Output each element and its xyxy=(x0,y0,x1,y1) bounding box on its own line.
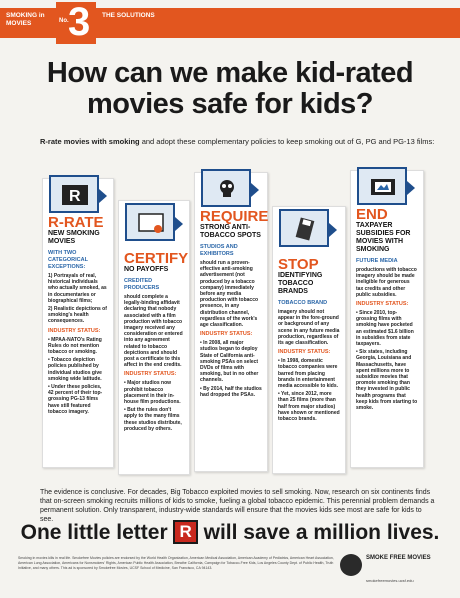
tagline-pre: One little letter xyxy=(20,521,168,544)
status-text: • In 2008, all major studios began to deploy State of California anti-smoking PSAs on select DVDs of films with smoking, but in no other channels. xyxy=(200,340,259,384)
issue-no-label: No. xyxy=(59,18,69,24)
industry-status-label: INDUSTRY STATUS: xyxy=(48,327,101,334)
svg-text:R: R xyxy=(69,188,81,205)
card-text: should run a proven-effective anti-smoking advertisement (not produced by a tobacco company) immediately before any media production with tobacco presence, in any distribution channel, regardless of the work's age classification. xyxy=(200,260,259,329)
card-heading: STOP xyxy=(278,256,319,273)
page-title xyxy=(0,58,460,120)
card-subheading: TAXPAYER SUBSIDIES FOR MOVIES WITH SMOKING xyxy=(356,222,411,253)
fine-print: Smoking in movies kills in real life. Smokefree Movies policies are endorsed by the World Health Organization, American Medical Association, American Academy of Pediatrics, American Heart Association, American Lung Association, Americans for Nonsmokers' Rights, American Public Health Association, Breathe California, Campaign for Tobacco-Free Kids, Los Angeles County Dept. of Public Health, Truth Initiative, and many others. This ad is sponsored by Smokefree Movies, UCSF School of Medicine, San Francisco, CA 94143. xyxy=(18,556,334,570)
industry-status-label: INDUSTRY STATUS: xyxy=(200,331,253,338)
title-line-1: How can we make kid-rated xyxy=(46,57,414,89)
card-heading: REQUIRE xyxy=(200,208,269,225)
header-banner xyxy=(0,0,460,46)
card-subheading: IDENTIFYING TOBACCO BRANDS xyxy=(278,272,323,295)
intro-text xyxy=(40,137,440,146)
card-subheading: NEW SMOKING MOVIES xyxy=(48,230,100,245)
card-label: FUTURE MEDIA xyxy=(356,258,398,264)
status-text: • Tobacco depiction policies published by individual studios give smoking wide latitude. xyxy=(48,357,102,382)
intro-rest: and adopt these complementary policies to keep smoking out of G, PG and PG-13 films: xyxy=(139,137,435,146)
card-label: TOBACCO BRAND xyxy=(278,300,328,306)
film-icon xyxy=(357,167,407,205)
card-text: 1) Portrayals of real, historical individuals who actually smoked, as in documentaries or biographical films; xyxy=(48,273,107,304)
card-label: CREDITED PRODUCERS xyxy=(124,278,160,291)
r-rating-badge: R xyxy=(173,520,197,544)
card-label: WITH TWO CATEGORICAL EXCEPTIONS: xyxy=(48,250,88,270)
card-text: should complete a legally-binding affidavit declaring that nobody associated with a film production with tobacco imagery received any consideration or entered into any agreement related to tobacco depictions and should post a certificate to this affect in the end credits. xyxy=(124,294,183,369)
card-text: productions with tobacco imagery should be made ineligible for generous tax credits and other public subsidies. xyxy=(356,267,417,298)
status-text: • MPAA-NATO's Rating Rules do not mention tobacco or smoking. xyxy=(48,336,102,356)
industry-status-label: INDUSTRY STATUS: xyxy=(278,349,331,356)
card-subheading: STRONG ANTI-TOBACCO SPOTS xyxy=(200,224,261,239)
policy-card-r-rate xyxy=(42,178,114,468)
status-text: • Major studios now prohibit tobacco placement in their in-house film productions. xyxy=(124,380,181,406)
issue-number-badge xyxy=(56,2,96,44)
policy-card-certify xyxy=(118,200,190,475)
card-heading: CERTIFY xyxy=(124,250,189,267)
logo-icon xyxy=(340,554,362,576)
card-text: imagery should not appear in the fore-ground or background of any scene in any future media production, regardless of its age classification. xyxy=(278,309,340,347)
title-line-2: movies safe for kids? xyxy=(86,88,374,120)
policy-card-require xyxy=(194,172,268,472)
intro-bold: R-rate movies with smoking xyxy=(40,137,140,146)
status-text: • Yet, since 2012, more than 25 films (more than half from major studios) have shown or mentioned tobacco brands. xyxy=(278,391,340,423)
policy-card-end xyxy=(350,170,424,468)
status-text: • But the rules don't apply to the many films these studios distribute, produced by others. xyxy=(124,407,182,432)
logo-text: SMOKE FREE MOVIES xyxy=(366,555,431,561)
industry-status-label: INDUSTRY STATUS: xyxy=(124,371,177,378)
smokefree-movies-logo xyxy=(340,552,450,588)
tagline-post: will save a million lives. xyxy=(203,521,440,544)
card-heading: R-RATE xyxy=(48,214,104,231)
card-text: 2) Realistic depictions of smoking's health consequences. xyxy=(48,306,107,325)
cigarette-pack-icon xyxy=(279,209,329,247)
card-subheading: NO PAYOFFS xyxy=(124,266,169,273)
status-text: • Since 2010, top-grossing films with smoking have pocketed an estimated $1.6 billion in subsidies from state taxpayers. xyxy=(356,310,414,348)
status-text: • In 1998, domestic tobacco companies were barred from placing brands in entertainment media accessible to kids. xyxy=(278,358,339,390)
certificate-icon xyxy=(125,203,175,241)
card-heading: END xyxy=(356,206,388,223)
section-label: THE SOLUTIONS xyxy=(96,8,460,38)
industry-status-label: INDUSTRY STATUS: xyxy=(356,301,409,308)
skull-icon xyxy=(201,169,251,207)
status-text: • Six states, including Georgia, Louisiana and Massachusetts, have spent millions more to subsidize movies that promote smoking than they invested in public health programs that keep kids from starting to smoke. xyxy=(356,349,418,412)
policy-card-stop xyxy=(272,206,346,474)
issue-number: 3 xyxy=(68,0,91,44)
status-text: • Under these policies, 42 percent of their top-grossing PG-13 films have still featured tobacco imagery. xyxy=(48,384,103,415)
status-text: • By 2014, half the studios had dropped the PSAs. xyxy=(200,385,262,398)
card-label: STUDIOS AND EXHIBITORS xyxy=(200,244,238,257)
evidence-paragraph: The evidence is conclusive. For decades, Big Tobacco exploited movies to sell smoking. Now, research on six continents finds that on-screen smoking recruits millions of kids to smoke, fueling a global tobacco epidemic. This perennial problem demands a permanent solution. Only transparent, industry-wide standards will ensure that the movies kids see most are safe for kids to see. xyxy=(40,489,435,523)
website-link[interactable]: smokefreemovies.ucsf.edu xyxy=(366,578,414,583)
r-rating-icon xyxy=(49,175,99,213)
tagline xyxy=(0,520,460,545)
series-label: SMOKING in MOVIES xyxy=(0,8,56,38)
